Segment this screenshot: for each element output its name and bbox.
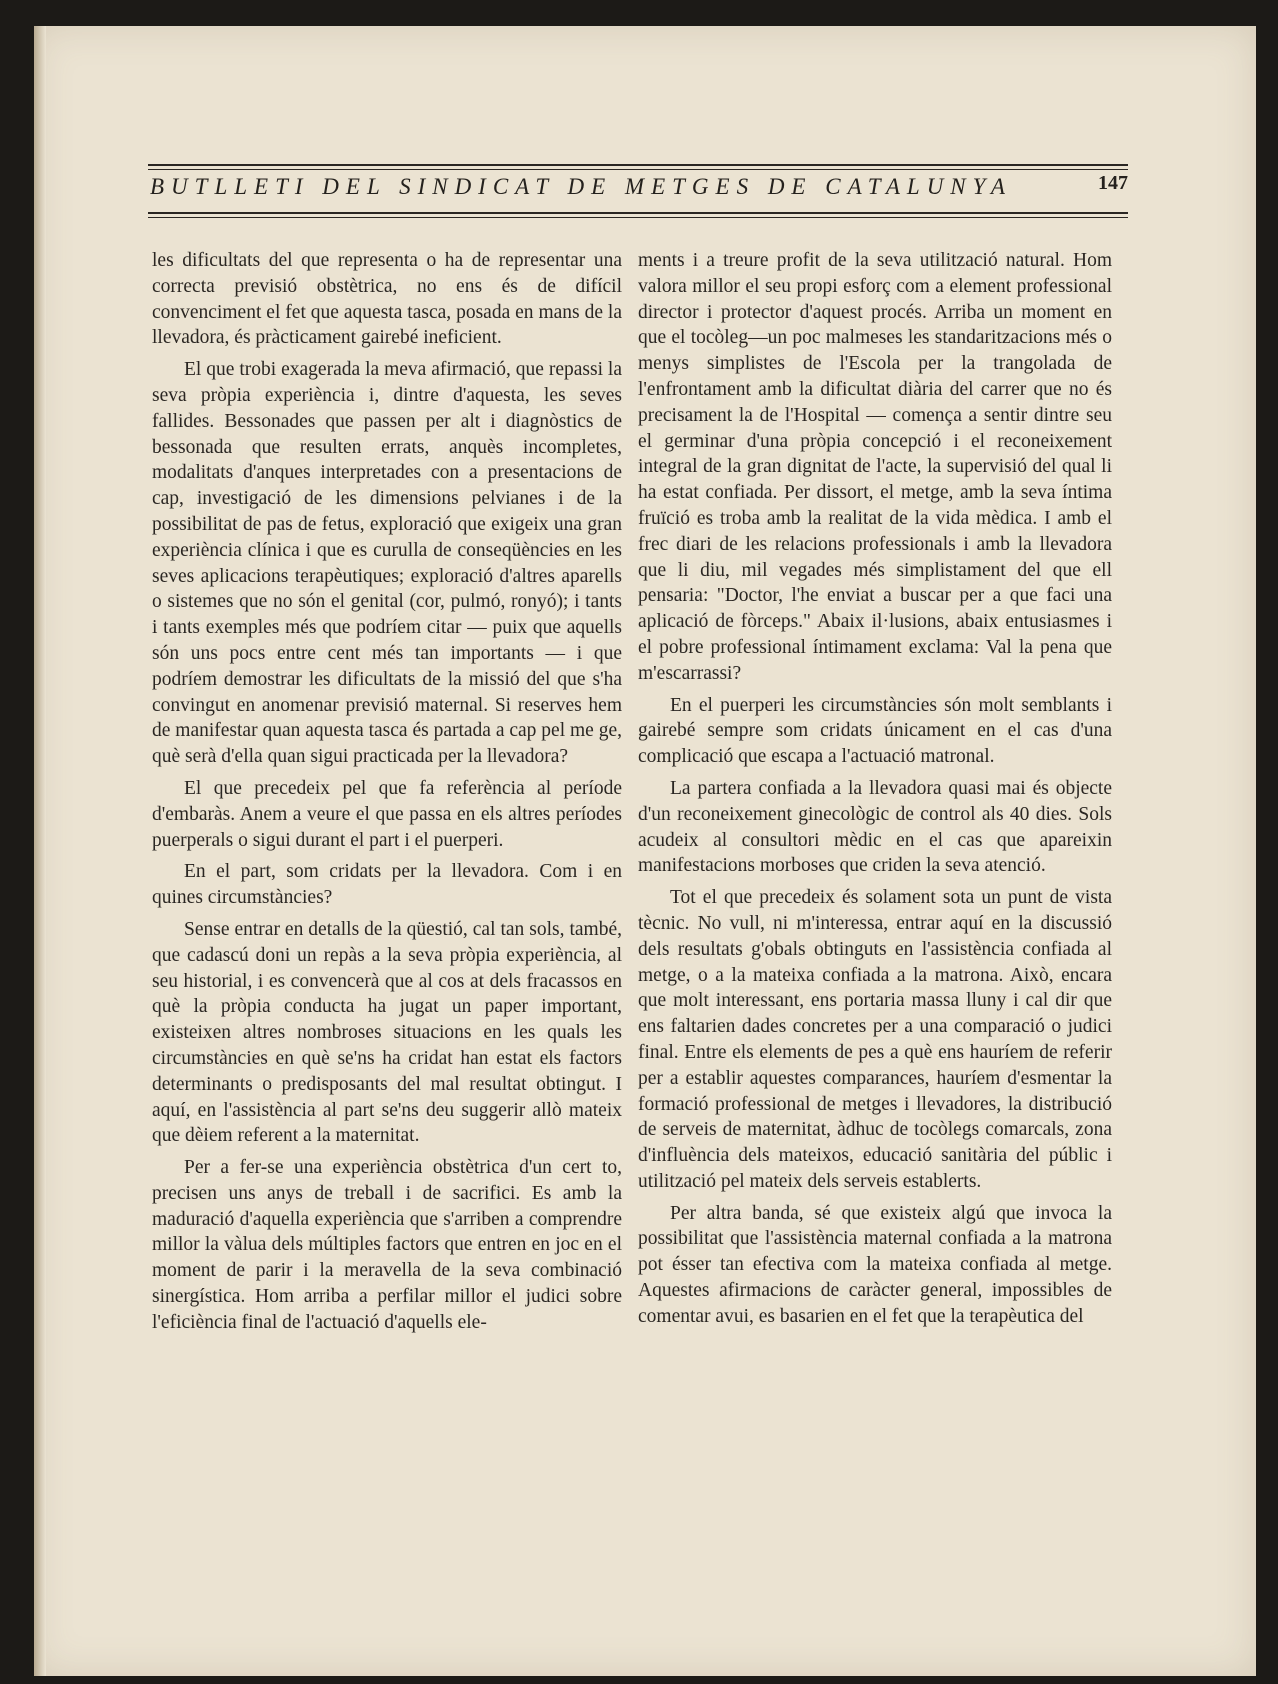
page-spine-shadow xyxy=(34,26,46,1676)
paragraph: Tot el que precedeix és solament sota un punt de vista tècnic. No vull, ni m'interessa, entrar aquí en la discussió dels resultats g'obals obtinguts en l'assistència confiada al metge, o a la mateixa confiada a la matrona. Això, encara que molt interessant, ens portaria massa lluny i cal dir que ens faltarien dades concretes per a una comparació o judici final. Entre els elements de pes a què ens hauríem de referir per a establir aquestes comparances, hauríem d'esmentar la formació professional de metges i llevadores, la distribució de serveis de maternitat, àdhuc de tocòlegs comarcals, zona d'influència dels mateixos, educació sanitària del públic i utilització pel mateix dels serveis establerts. xyxy=(638,887,1112,1192)
right-column xyxy=(638,248,1112,1336)
paragraph: La partera confiada a la llevadora quasi mai és objecte d'un reconeixement ginecològic de control als 40 dies. Sols acudeix al consultori mèdic en el cas que apareixin manifestacions morboses que criden la seva atenció. xyxy=(638,777,1112,877)
left-column xyxy=(152,248,622,1342)
paragraph: Per altra banda, sé que existeix algú que invoca la possibilitat que l'assistència maternal confiada a la matrona pot ésser tan efectiva com la mateixa confiada al metge. Aquestes afirmacions de caràcter general, impossibles de comentar avui, es basarien en el fet que la terapèutica del xyxy=(638,1202,1112,1327)
paragraph: En el part, som cridats per la llevadora. Com i en quines circumstàncies? xyxy=(152,861,622,909)
paragraph: ments i a treure profit de la seva utilització natural. Hom valora millor el seu propi esforç com a element professional director i protector d'aquest procés. Arriba un moment en que el tocòleg—un poc malmeses les standaritzacions més o menys simplistes de l'Escola per la trangolada de l'enfrontament amb la dificultat diària del carrer que no és precisament la de l'Hospital — comença a sentir dintre seu el germinar d'una pròpia concepció i el reconeixement integral de la gran dignitat de l'acte, la supervisió del qual li ha estat confiada. Per dissort, el metge, amb la seva íntima fruïció es troba amb la realitat de la vida mèdica. I amb el frec diari de les relacions professionals i amb la llevadora que li diu, mil vegades més simplistament del que ell pensaria: "Doctor, l'he enviat a buscar per a que faci una aplicació de fòrceps." Abaix il·lusions, abaix entusiasmes i el pobre professional íntimament exclama: Val la pena que m'escarrassi? xyxy=(638,250,1112,684)
paragraph: Per a fer-se una experiència obstètrica d'un cert to, precisen uns anys de treball i de sacrifici. Es amb la maduració d'aquella experiència que s'arriben a comprendre millor la vàlua dels múltiples factors que entren en joc en el moment de parir i la meravella de la seva combinació sinergística. Hom arriba a perfilar millor el judici sobre l'eficiència final de l'actuació d'aquells ele- xyxy=(152,1157,622,1333)
paragraph: Sense entrar en detalls de la qüestió, cal tan sols, també, que cadascú doni un repàs a la seva pròpia experiència, al seu historial, i es convencerà que al cos at dels fracassos en què la pròpia conducta ha jugat un paper important, existeixen altres nombroses situacions en les quals les circumstàncies en què se'ns ha cridat han estat els factors determinants o predisposants del mal resultat obtingut. I aquí, en l'assistència al part se'ns deu suggerir allò mateix que dèiem referent a la maternitat. xyxy=(152,918,622,1147)
journal-page xyxy=(34,26,1256,1676)
header-rule-bottom xyxy=(148,212,1128,214)
journal-title: BUTLLETI DEL SINDICAT DE METGES DE CATALUNYA xyxy=(150,174,1012,199)
paragraph: les dificultats del que representa o ha de representar una correcta previsió obstètrica, no ens és de difícil convenciment el fet que aquesta tasca, posada en mans de la llevadora, és pràcticament gairebé ineficient. xyxy=(152,250,622,349)
header-rule-top-thin xyxy=(148,169,1128,170)
page-number: 147 xyxy=(1098,172,1128,194)
paragraph: En el puerperi les circumstàncies són molt semblants i gairebé sempre som cridats únicament en el cas d'una complicació que escapa a l'actuació matronal. xyxy=(638,694,1112,768)
header-rule-top xyxy=(148,164,1128,166)
running-header xyxy=(148,138,1128,228)
paragraph: El que precedeix pel que fa referència al període d'embaràs. Anem a veure el que passa en els altres períodes puerperals o sigui durant el part i el puerperi. xyxy=(152,777,622,851)
header-rule-bottom-thin xyxy=(148,217,1128,218)
paragraph: El que trobi exagerada la meva afirmació, que repassi la seva pròpia experiència i, dintre d'aquesta, les seves fallides. Bessonades que passen per alt i diagnòstics de bessonada que resulten errats, anquès incompletes, modalitats d'anques interpretades con a presentacions de cap, investigació de les dimensions pelvianes i de la possibilitat de pas de fetus, exploració que exigeix una gran experiència clínica i que es curulla de conseqüències en les seves aplicacions terapèutiques; exploració d'altres aparells o sistemes que no són el genital (cor, pulmó, ronyó); i tants i tants exemples més que podríem citar — puix que aquells són uns pocs entre cent més tan importants — i que podríem demostrar les dificultats de la missió del que s'ha convingut en anomenar previsió maternal. Si reserves hem de manifestar quan aquesta tasca és partada a cap pel me ge, què serà d'ella quan sigui practicada per la llevadora? xyxy=(152,359,622,768)
